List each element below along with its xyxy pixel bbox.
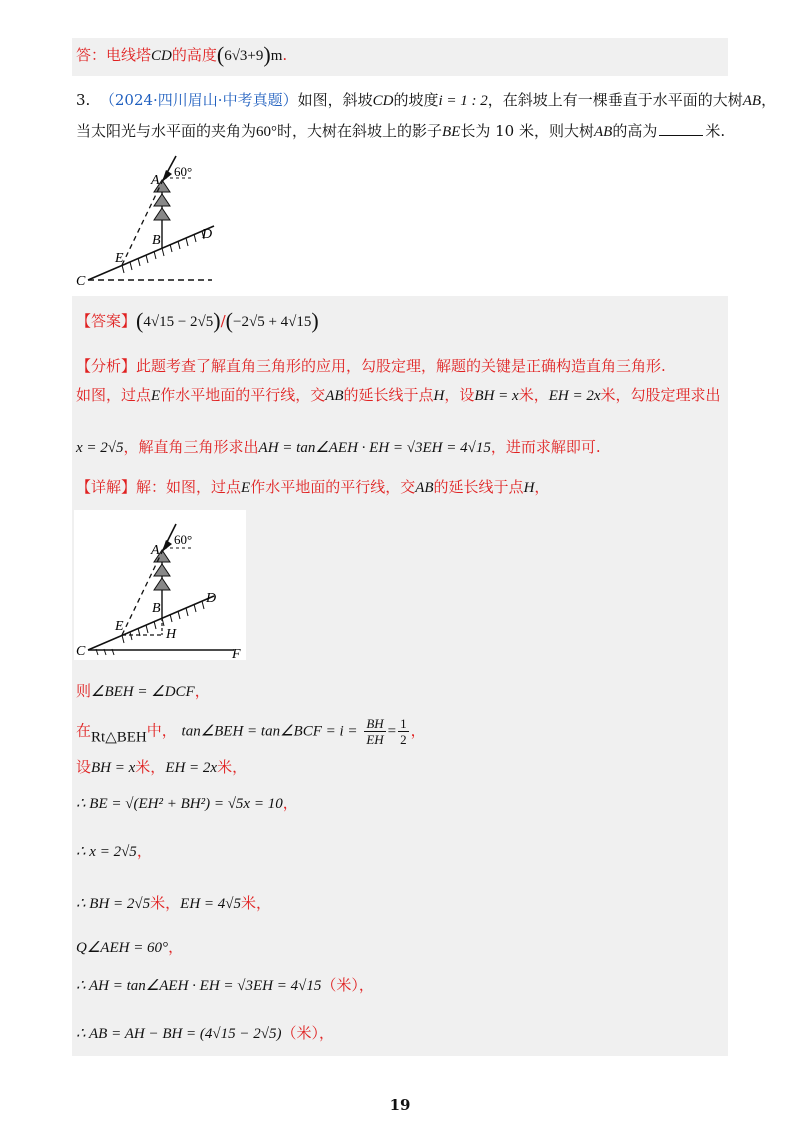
analysis-tag: 【分析】	[76, 357, 137, 375]
figure-1-slope-tree	[76, 150, 242, 290]
step-4	[76, 792, 298, 815]
step-7	[76, 936, 183, 959]
problem-text: 米.	[705, 122, 726, 140]
analysis-text: ，解直角三角形求出	[123, 438, 259, 456]
fig2-label-b: B	[152, 601, 161, 616]
var-ab: AB	[325, 388, 344, 404]
step-eq: EH = 4√5	[180, 896, 242, 912]
detail-tag: 【详解】	[76, 478, 137, 496]
var-be: BE	[442, 124, 461, 140]
fig1-label-b: B	[152, 233, 161, 248]
step-eq: ∴ x = 2√5	[76, 844, 137, 860]
top-answer-var: CD	[151, 48, 172, 64]
problem-line-2	[76, 120, 725, 143]
fig2-label-a: A	[151, 543, 160, 558]
step-eq: Q∠AEH = 60°	[76, 940, 169, 956]
answer-tag: 【答案】	[76, 312, 137, 330]
var-ab: AB	[593, 124, 613, 140]
fig1-label-e: E	[115, 251, 124, 266]
step-2	[76, 716, 426, 749]
step-6	[76, 892, 271, 915]
step-text: （米），	[321, 976, 374, 994]
problem-text: ，	[761, 91, 777, 109]
problem-text: 时，大树在斜坡上的影子	[277, 122, 443, 140]
step-text: 米，	[150, 894, 181, 912]
fig1-label-a: A	[151, 173, 160, 188]
top-answer-line: 答：电线塔CD的高度(6√3+9)m.	[76, 42, 288, 67]
analysis-text: ，进而求解即可.	[490, 438, 601, 456]
detail-line-1	[76, 476, 549, 499]
eq-x: x = 2√5	[76, 440, 124, 456]
var-ab: AB	[415, 480, 434, 496]
problem-text: 的坡度	[393, 91, 439, 109]
fig1-label-angle: 60°	[174, 164, 193, 179]
step-text: 米，	[217, 758, 248, 776]
analysis-text: ，设	[444, 386, 475, 404]
angle-60: 60°	[256, 124, 278, 140]
top-answer-end: .	[282, 46, 288, 64]
frac-den: 2	[400, 732, 407, 747]
analysis-line-3	[76, 436, 601, 459]
analysis-text: 的延长线于点	[343, 386, 434, 404]
analysis-line-1	[76, 355, 666, 377]
step-text: ，	[410, 721, 426, 740]
step-text: 设	[76, 758, 92, 776]
step-eq: tan∠BEH = tan∠BCF = i =	[181, 723, 358, 740]
top-answer-prefix: 答：电线塔	[76, 46, 152, 64]
detail-text: ，	[534, 478, 550, 496]
answer-expr-1: 4√15 − 2√5	[143, 314, 214, 330]
fig2-label-c: C	[76, 644, 86, 659]
var-e: E	[151, 388, 161, 404]
unit-text: 米，	[518, 386, 549, 404]
eq-bh: BH = x	[474, 388, 519, 404]
problem-source: （2024·四川眉山·中考真题）	[99, 91, 298, 109]
step-8	[76, 974, 374, 997]
answer-blank	[659, 135, 703, 136]
top-answer-expr: 6√3+9	[224, 48, 264, 64]
fig2-label-f: F	[232, 647, 241, 662]
step-text: 米，	[241, 894, 272, 912]
page-number: 19	[389, 1096, 411, 1114]
fig2-label-angle: 60°	[174, 532, 193, 547]
step-eq: Rt△BEH	[91, 729, 147, 746]
var-h: H	[523, 480, 535, 496]
problem-text: 当太阳光与水平面的夹角为	[76, 122, 257, 140]
fig1-label-c: C	[76, 274, 86, 289]
step-text: ，	[168, 938, 184, 956]
step-text: ，	[194, 682, 210, 700]
answer-expr-2: −2√5 + 4√15	[233, 314, 312, 330]
top-answer-mid: 的高度	[171, 46, 217, 64]
detail-text: 的延长线于点	[433, 478, 524, 496]
analysis-text: 米，勾股定理求出	[600, 386, 721, 404]
problem-text: ，在斜坡上有一棵垂直于水平面的大树	[487, 91, 743, 109]
var-h: H	[433, 388, 445, 404]
step-3	[76, 756, 247, 779]
step-1	[76, 680, 210, 703]
var-cd: CD	[372, 93, 394, 109]
step-text: 在	[76, 721, 92, 740]
analysis-text: 如图，过点	[76, 386, 152, 404]
figure-2-slope-tree-h	[76, 512, 248, 662]
analysis-text: 此题考查了解直角三角形的应用，勾股定理，解题的关键是正确构造直角三角形.	[136, 357, 666, 375]
step-eq: BH = x	[91, 760, 136, 776]
step-5	[76, 840, 152, 863]
step-eq: ∴ AH = tan∠AEH · EH = √3EH = 4√15	[76, 978, 322, 994]
problem-text: 长为 10 米，则大树	[460, 122, 594, 140]
var-ab: AB	[742, 93, 762, 109]
answer-sep: /	[220, 312, 226, 330]
step-text: ，	[136, 842, 152, 860]
answer-line: 【答案】(4√15 − 2√5)/(−2√5 + 4√15)	[76, 308, 319, 333]
var-e: E	[241, 480, 251, 496]
step-text: 中，	[146, 721, 177, 740]
eq-ah: AH = tan∠AEH · EH = √3EH = 4√15	[258, 440, 491, 456]
problem-line-1	[76, 89, 776, 112]
fraction-1-2	[398, 716, 409, 747]
fig2-label-d: D	[206, 591, 217, 606]
analysis-line-2	[76, 384, 721, 407]
analysis-text: 作水平地面的平行线，交	[160, 386, 326, 404]
problem-text: 如图，斜坡	[297, 91, 373, 109]
step-eq: ∴ AB = AH − BH = (4√15 − 2√5)	[76, 1026, 282, 1042]
fig2-label-e: E	[115, 619, 124, 634]
step-text: ，	[282, 794, 298, 812]
problem-text: 的高为	[612, 122, 658, 140]
slope-ratio: i = 1 : 2	[438, 93, 488, 109]
fraction-bh-eh	[364, 716, 385, 747]
detail-text: 解：如图，过点	[136, 478, 242, 496]
step-eq: ∴ BE = √(EH² + BH²) = √5x = 10	[76, 796, 283, 812]
fig1-label-d: D	[202, 227, 213, 242]
frac-num: 1	[400, 716, 407, 731]
eq-eh: EH = 2x	[548, 388, 601, 404]
step-9	[76, 1022, 334, 1045]
detail-text: 作水平地面的平行线，交	[250, 478, 416, 496]
step-text: 则	[76, 682, 92, 700]
frac-num: BH	[366, 716, 384, 731]
fig2-label-h: H	[166, 627, 177, 642]
step-eq: ∴ BH = 2√5	[76, 896, 151, 912]
step-text: 米，	[135, 758, 166, 776]
step-eq: =	[387, 723, 397, 740]
step-eq: EH = 2x	[165, 760, 218, 776]
step-eq: ∠BEH = ∠DCF	[91, 684, 195, 700]
step-text: （米），	[281, 1024, 335, 1042]
top-answer-unit: m	[270, 48, 283, 64]
problem-number: 3.	[76, 91, 91, 109]
frac-den: EH	[366, 732, 384, 747]
